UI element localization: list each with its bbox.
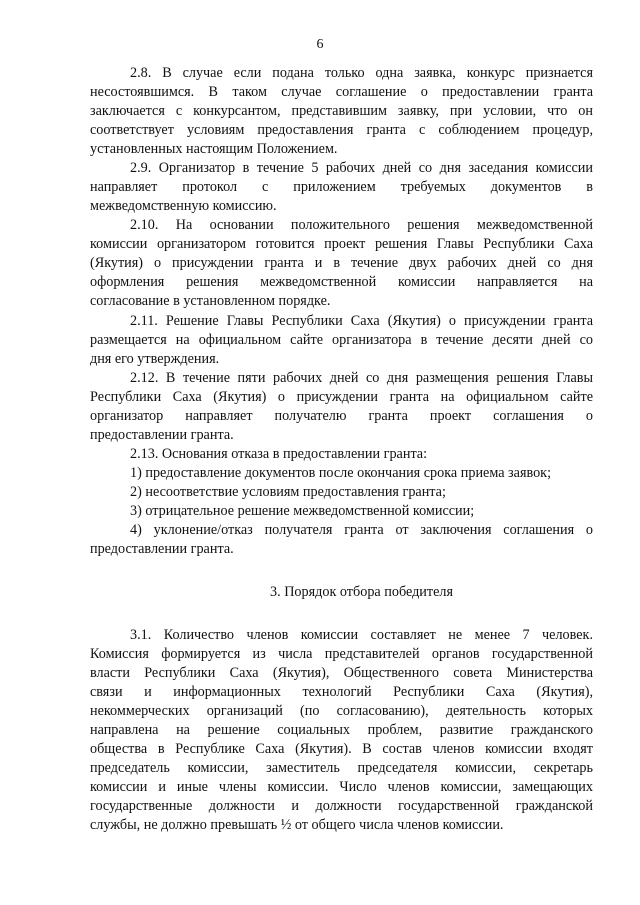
text-line: установленных настоящим Положением. [90, 141, 338, 157]
text-line: Республики Саха (Якутия) о присуждении гранта на официальном сайте [90, 389, 593, 405]
text-line: 2.10. На основании положительного решения межведомственной [130, 217, 593, 233]
text-line: власти Республики Саха (Якутия), Общественного совета Министерства [90, 665, 593, 681]
text-line: размещается на официальном сайте организатора в течение десяти дней со [90, 332, 593, 348]
text-line: связи и информационных технологий Республики Саха (Якутия), [90, 684, 593, 700]
text-line: оформления решения межведомственной комиссии направляется на [90, 274, 593, 290]
text-line: 2.13. Основания отказа в предоставлении гранта: [130, 446, 428, 462]
text-line: 2.8. В случае если подана только одна заявка, конкурс признается [130, 65, 593, 81]
text-line: некоммерческих организаций (по согласованию), деятельность которых [90, 703, 593, 719]
text-line: 2.12. В течение пяти рабочих дней со дня размещения решения Главы [130, 370, 593, 386]
text-line: предоставлении гранта. [90, 427, 234, 443]
text-line: службы, не должно превышать ½ от общего числа членов комиссии. [90, 817, 504, 833]
text-line: дня его утверждения. [90, 351, 220, 367]
text-line: направлена на решение социальных проблем, развитие гражданского [90, 722, 593, 738]
list-item: 1) предоставление документов после окончания срока приема заявок; [130, 465, 552, 481]
text-line: общества в Республике Саха (Якутия). В состав членов комиссии входят [90, 741, 593, 757]
text-line: 2.9. Организатор в течение 5 рабочих дней со дня заседания комиссии [130, 160, 593, 176]
text-line: Комиссия формируется из числа представителей органов государственной [90, 646, 593, 662]
text-line: согласование в установленном порядке. [90, 293, 331, 309]
page-number: 6 [316, 37, 324, 52]
text-line: направляет протокол с приложением требуемых документов в [90, 179, 593, 195]
text-line: государственные должности и должности государственной гражданской [90, 798, 593, 814]
text-line: председатель комиссии, заместитель председателя комиссии, секретарь [90, 760, 593, 776]
text-line: организатор направляет получателю гранта проект соглашения о [90, 408, 593, 424]
list-item: 4) уклонение/отказ получателя гранта от заключения соглашения о [130, 522, 593, 538]
section-heading: 3. Порядок отбора победителя [270, 584, 453, 600]
text-line: 2.11. Решение Главы Республики Саха (Якутия) о присуждении гранта [130, 313, 593, 329]
list-item: 2) несоответствие условиям предоставления гранта; [130, 484, 446, 500]
text-line: комиссии и иные члены комиссии. Число членов комиссии, замещающих [90, 779, 593, 795]
text-line: несостоявшимся. В таком случае соглашение о предоставлении гранта [90, 84, 593, 100]
text-line: заключается с конкурсантом, представившим заявку, при условии, что он [90, 103, 593, 119]
text-line: межведомственную комиссию. [90, 198, 277, 214]
text-line: 3.1. Количество членов комиссии составляет не менее 7 человек. [130, 627, 593, 643]
text-line: комиссии организатором готовится проект решения Главы Республики Саха [90, 236, 593, 252]
text-line: (Якутия) о присуждении гранта и в течение двух рабочих дней со дня [90, 255, 593, 271]
text-line: предоставлении гранта. [90, 541, 234, 557]
text-line: соответствует условиям предоставления гранта с соблюдением процедур, [90, 122, 593, 138]
list-item: 3) отрицательное решение межведомственной комиссии; [130, 503, 475, 519]
